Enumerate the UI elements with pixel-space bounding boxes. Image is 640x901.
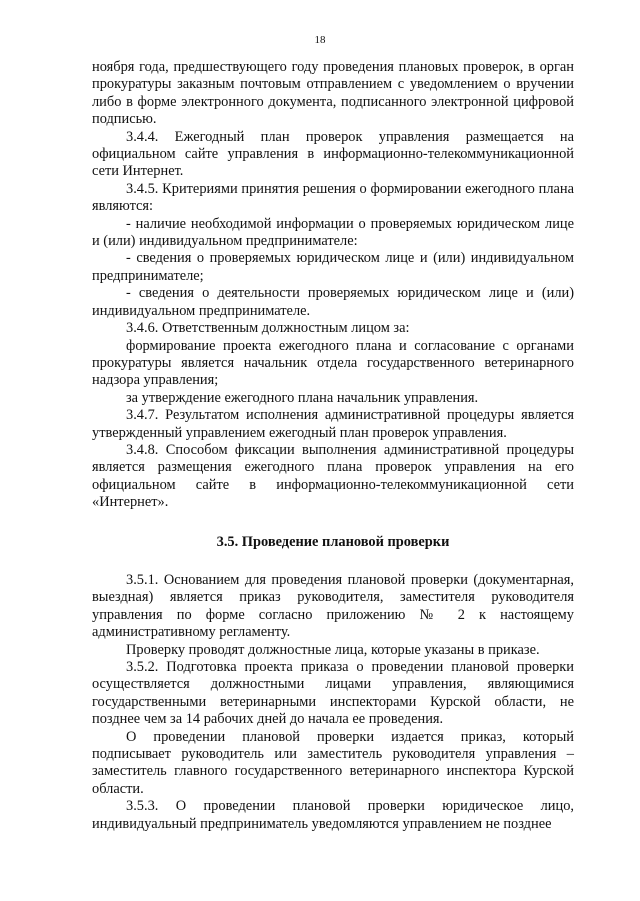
paragraph: 3.5.3. О проведении плановой проверки юридическое лицо, индивидуальный предприниматель уведомляются управлением не позднее	[92, 798, 574, 832]
paragraph: О проведении плановой проверки издается приказ, который подписывает руководитель или заместитель руководителя управления – заместитель главного государственного ветеринарного инспектора Курской области.	[92, 728, 574, 797]
paragraph: 3.4.7. Результатом исполнения административной процедуры является утвержденный управлением ежегодный план проверок управления.	[92, 407, 574, 441]
paragraph: 3.4.5. Критериями принятия решения о формировании ежегодного плана являются:	[92, 180, 574, 215]
paragraph: формирование проекта ежегодного плана и согласование с органами прокуратуры является начальник отдела государственного ветеринарного надзора управления;	[92, 337, 574, 389]
paragraph: 3.4.4. Ежегодный план проверок управления размещается на официальном сайте управления в информационно-телекоммуникационной сети Интернет.	[92, 128, 574, 180]
paragraph: - наличие необходимой информации о проверяемых юридическом лице и (или) индивидуальном предпринимателе:	[92, 215, 574, 250]
paragraph: - сведения о деятельности проверяемых юридическом лице и (или) индивидуальном предпринимателе.	[92, 285, 574, 319]
paragraph: - сведения о проверяемых юридическом лице и (или) индивидуальном предпринимателе;	[92, 250, 574, 284]
section-heading: 3.5. Проведение плановой проверки	[216, 533, 450, 550]
paragraph: 3.5.1. Основанием для проведения плановой проверки (документарная, выездная) является приказ руководителя, заместителя руководителя управления по форме согласно приложению № 2 к настоящему административному регламенту.	[92, 571, 574, 641]
document-body	[92, 59, 574, 833]
page-number: 18	[314, 34, 326, 46]
paragraph: ноября года, предшествующего году проведения плановых проверок, в орган прокуратуры заказным почтовым отправлением с уведомлением о вручении либо в форме электронного документа, подписанного электронной цифровой подписью.	[92, 59, 574, 128]
paragraph: 3.4.6. Ответственным должностным лицом за:	[126, 320, 410, 337]
paragraph: за утверждение ежегодного плана начальник управления.	[126, 389, 479, 406]
paragraph: 3.4.8. Способом фиксации выполнения административной процедуры является размещения ежегодного плана проверок управления на его официальном сайте в информационно-телекоммуникационной сети «Интернет».	[92, 441, 574, 511]
paragraph: Проверку проводят должностные лица, которые указаны в приказе.	[126, 641, 540, 658]
paragraph: 3.5.2. Подготовка проекта приказа о проведении плановой проверки осуществляется должностными лицами управления, являющимися государственными ветеринарными инспекторами Курской области, не позднее чем за 14 рабочих дней до начала ее проведения.	[92, 659, 574, 728]
